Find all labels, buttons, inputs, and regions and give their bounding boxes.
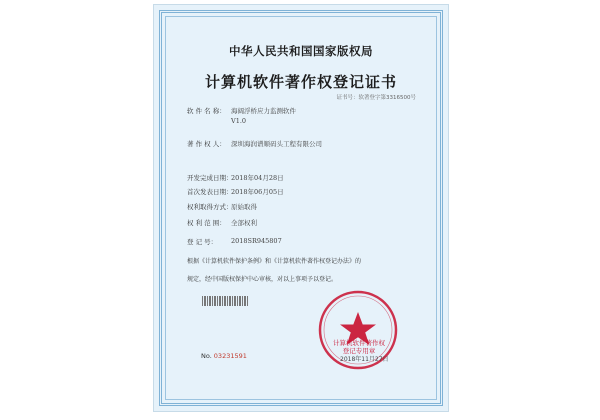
- field-value: 深圳海润谱顺码头工程有限公司: [231, 140, 322, 148]
- field-value-version: V1.0: [231, 117, 247, 125]
- serial-value: 03231591: [213, 352, 247, 360]
- certificate: [153, 4, 449, 412]
- field-value: 海阔浮桥应力监测软件: [231, 107, 296, 115]
- field-label: 著 作 权 人：: [187, 140, 226, 148]
- field-label: 首次发表日期：: [187, 188, 233, 196]
- field-label: 权利取得方式：: [187, 203, 233, 211]
- serial-number: [201, 352, 247, 360]
- barcode: [202, 296, 248, 306]
- issue-date: 2018年11月27日: [340, 356, 389, 363]
- certificate-number: 证书号：软著登字第3316500号: [336, 95, 416, 101]
- field-software-name: [154, 106, 448, 126]
- field-label: 登 记 号：: [187, 238, 218, 246]
- field-value: 全部权利: [231, 219, 257, 227]
- seal-text-line-1: 计算机软件著作权: [333, 339, 385, 347]
- issuing-authority: 中华人民共和国国家版权局: [229, 44, 373, 58]
- serial-label: No.: [201, 352, 212, 360]
- field-label: 权 利 范 围：: [187, 219, 226, 227]
- field-value: 2018SR945807: [231, 237, 282, 245]
- statement-line-1: 根据《计算机软件保护条例》和《计算机软件著作权登记办法》的: [187, 258, 362, 265]
- field-value: 原始取得: [231, 203, 257, 211]
- field-value: 2018年04月28日: [231, 174, 284, 182]
- field-value: 2018年06月05日: [231, 188, 284, 196]
- field-label: 开发完成日期：: [187, 174, 233, 182]
- certificate-title: 计算机软件著作权登记证书: [204, 73, 397, 91]
- seal-text-line-2: 登记专用章: [342, 347, 376, 355]
- statement-line-2: 规定，经中国版权保护中心审核，对以上事项予以登记。: [187, 276, 338, 283]
- field-label: 软 件 名 称：: [187, 107, 226, 115]
